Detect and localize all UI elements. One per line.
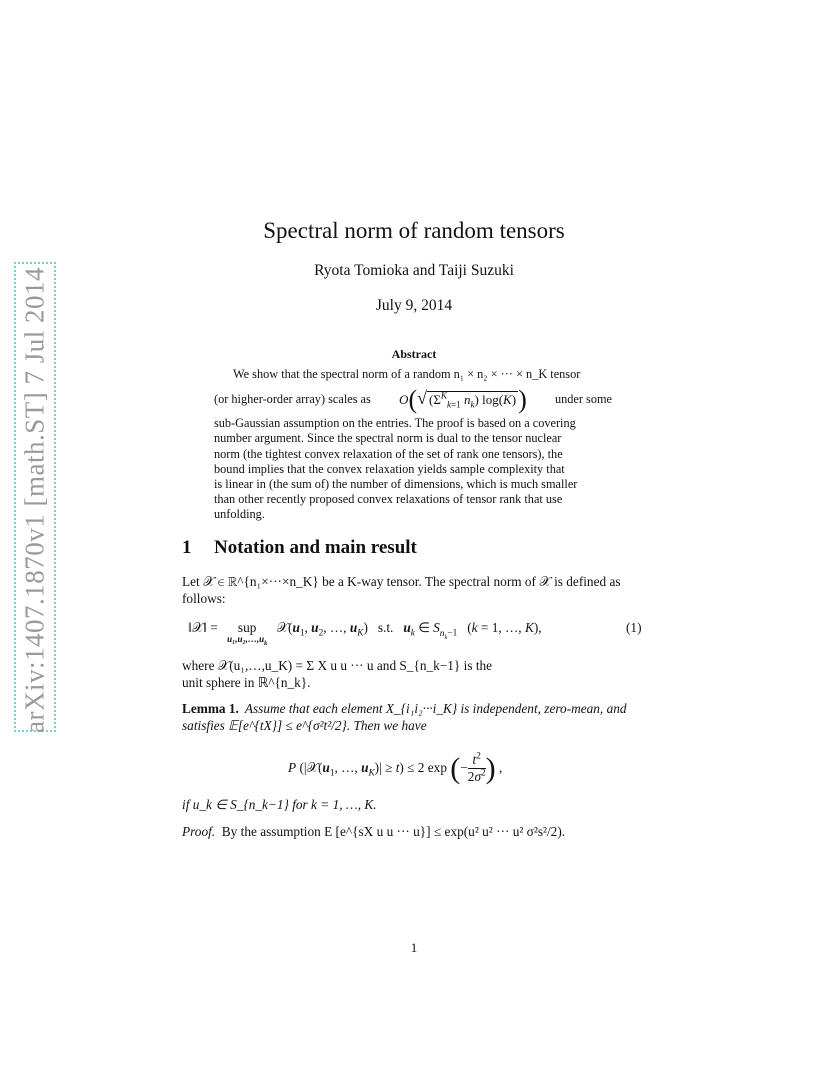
condition-line: [182, 796, 648, 813]
abstract-line-2-right: under some: [554, 391, 612, 406]
arxiv-identifier[interactable]: arXiv:1407.1870v1 [math.ST] 7 Jul 2014: [19, 267, 50, 733]
paper-title: Spectral norm of random tensors: [263, 218, 565, 243]
abstract-line-2-left: (or higher-order array) scales as: [214, 391, 371, 406]
equation-1-label: (1): [626, 620, 642, 635]
lemma-label: Lemma 1.: [182, 701, 239, 716]
page-number: 1: [410, 940, 418, 955]
abstract-line-1: [214, 367, 612, 382]
section-heading: [182, 537, 417, 559]
abstract-bound-formula: O(√ ($\Sigma^K_{k=1}$ $n_k$) log(K)): [399, 385, 527, 415]
section-number: 1: [182, 537, 192, 558]
paper-date: July 9, 2014: [375, 297, 453, 314]
abstract-line: number argument. Since the spectral norm is dual to the tensor nuclear: [214, 431, 562, 446]
proof-paragraph: [182, 823, 702, 840]
section-title: Notation and main result: [214, 537, 417, 558]
lemma-text-1: Assume that each element X_{i₁i₂···i_K} is independent, zero-mean, and: [244, 701, 627, 716]
where-paragraph: [182, 657, 648, 691]
lemma-1: [182, 700, 648, 734]
lemma-line-2: [182, 717, 648, 734]
abstract-line: norm (the tightest convex relaxation of the set of rank one tensors), the: [214, 446, 563, 461]
equation-1: ‖𝒳‖ = sup $u_1,u_2,\dots,u_k$ $𝒳(u_1$, $u_2$, …, $u_K$) s.t. $u_k$ ∈ $S_{n_k-1}$ (k = 1, …, K),: [188, 620, 542, 647]
where-line-2: unit sphere in ℝ^{n_k}.: [182, 675, 311, 690]
proof-text: By the assumption E [e^{sX u u ··· u}] ≤ exp(u² u² ··· u² σ²s²/2).: [221, 824, 566, 839]
abstract-body: [214, 367, 612, 523]
abstract-line: is linear in (the sum of) the number of dimensions, which is much smaller: [214, 477, 578, 492]
abstract-line-1-text: We show that the spectral norm of a random n₁ × n₂ × ··· × n_K tensor: [233, 367, 581, 381]
abstract-line: unfolding.: [214, 507, 265, 522]
condition-text: if u_k ∈ S_{n_k−1} for k = 1, …, K.: [182, 797, 377, 812]
abstract-line: than other recently proposed convex relaxations of tensor rank that use: [214, 492, 563, 507]
proof-label: Proof.: [182, 824, 216, 839]
where-line-1: where 𝒳(u₁,…,u_K) = Σ X u u ··· u and S_{n_k−1} is the: [182, 658, 493, 673]
lemma-equation: P ($|𝒳(u_1$, …, $u_K)| \ge t) \le 2$ exp (− $\frac{t^2}{2\sigma^2}$ ) ,: [288, 752, 503, 785]
lemma-line-1: [182, 700, 648, 717]
intro-line-2: follows:: [182, 591, 226, 606]
abstract-line-2: [214, 382, 612, 416]
intro-line-1: Let 𝒳 ∈ ℝ^{n₁×···×n_K} be a K-way tensor. The spectral norm of 𝒳 is defined as: [182, 574, 621, 589]
intro-paragraph: [182, 573, 648, 607]
abstract-line: sub-Gaussian assumption on the entries. The proof is based on a covering: [214, 416, 576, 431]
paper-authors: Ryota Tomioka and Taiji Suzuki: [314, 262, 514, 279]
abstract-line: bound implies that the convex relaxation yields sample complexity that: [214, 461, 565, 476]
lemma-text-2: satisfies 𝔼[e^{tX}] ≤ e^{σ²t²/2}. Then we have: [182, 718, 427, 733]
abstract-heading: Abstract: [391, 347, 437, 361]
